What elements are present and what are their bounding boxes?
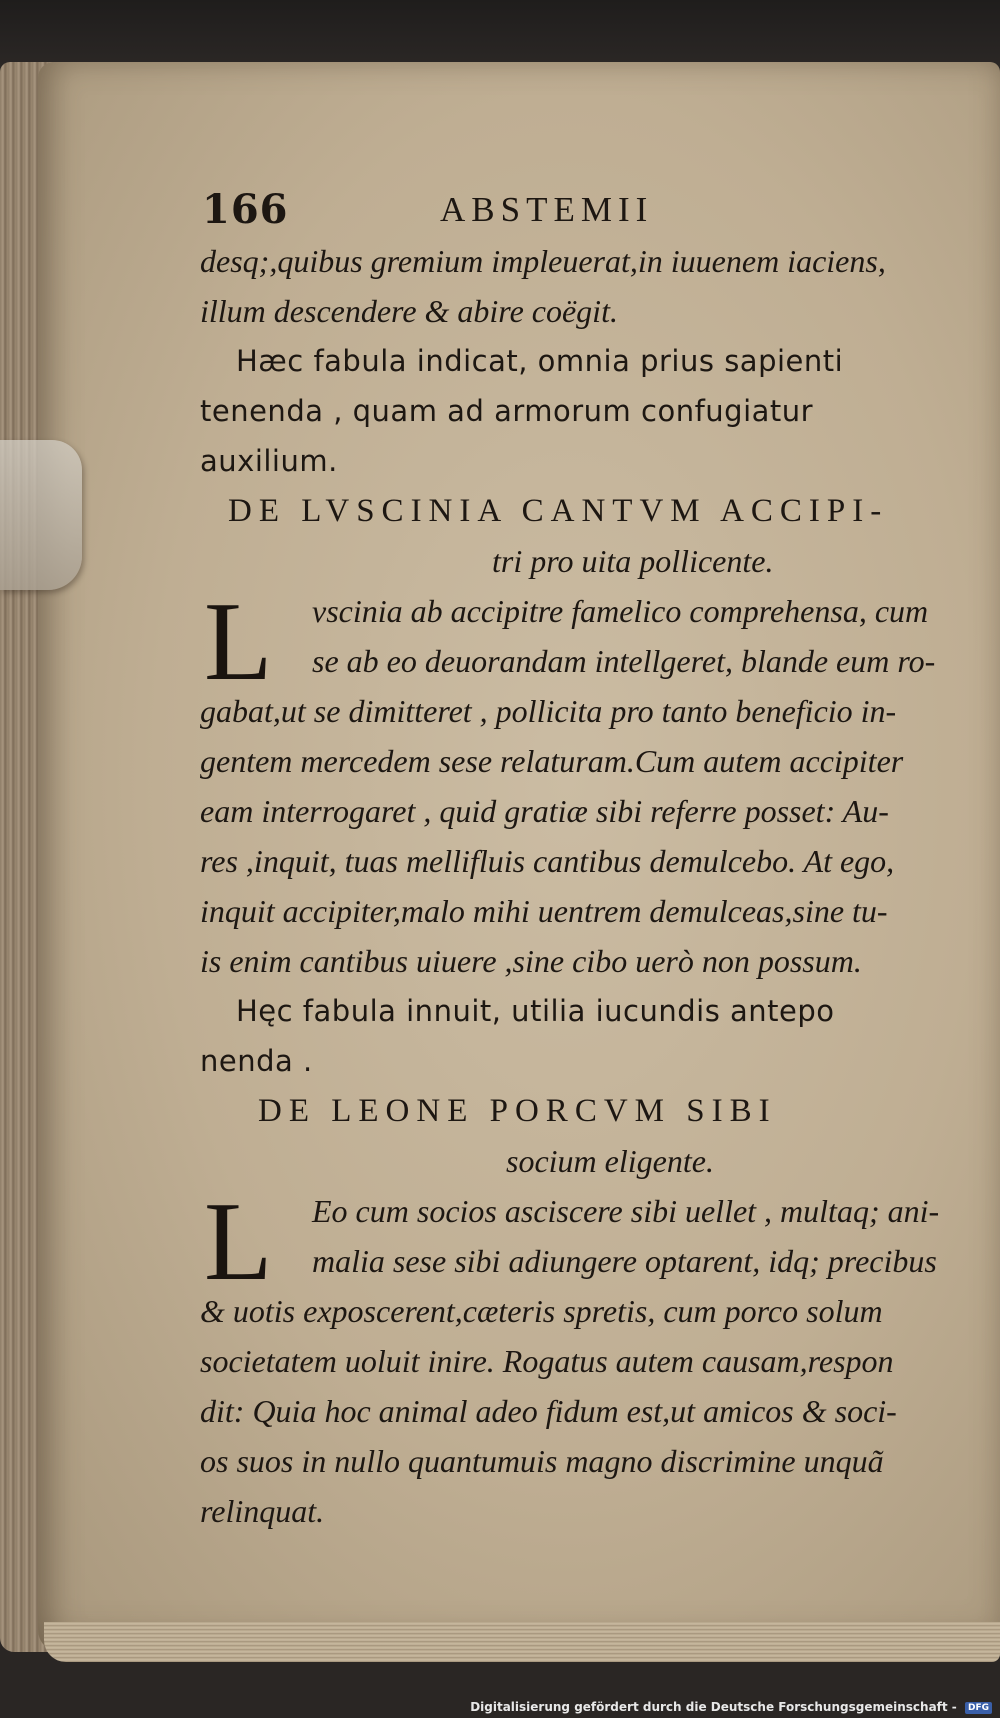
- text-line: auxilium.: [200, 444, 338, 478]
- fable-title: DE LVSCINIA CANTVM ACCIPI-: [228, 493, 889, 529]
- running-head: ABSTEMII: [440, 190, 654, 229]
- text-line: malia sese sibi adiungere optarent, idq; precibus: [312, 1243, 937, 1279]
- text-line: relinquat.: [200, 1493, 325, 1529]
- text-line: eam interrogaret , quid gratiæ sibi referre posset: Au-: [200, 793, 889, 829]
- text-line: & uotis exposcerent,cæteris spretis, cum porco solum: [200, 1293, 883, 1329]
- text-line: nenda .: [200, 1044, 313, 1078]
- text-line: illum descendere & abire coëgit.: [200, 293, 618, 329]
- dfg-logo: DFG: [965, 1702, 992, 1714]
- text-line: gabat,ut se dimitteret , pollicita pro tanto beneficio in-: [200, 693, 897, 729]
- page-header: [200, 180, 970, 236]
- text-line: dit: Quia hoc animal adeo fidum est,ut amicos & soci-: [200, 1393, 897, 1429]
- carry-over-text: [200, 236, 970, 336]
- text-line: is enim cantibus uiuere ,sine cibo uerò non possum.: [200, 943, 862, 979]
- bookmark-strip: [0, 440, 82, 590]
- fable-subtitle: socium eligente.: [506, 1143, 714, 1179]
- fable-title: DE LEONE PORCVM SIBI: [258, 1093, 777, 1129]
- drop-cap: L: [204, 1180, 273, 1304]
- page-text: [200, 180, 970, 1536]
- fable-heading-1: [200, 486, 970, 586]
- text-line: inquit accipiter,malo mihi uentrem demulceas,sine tu-: [200, 893, 888, 929]
- text-line: res ,inquit, tuas mellifluis cantibus demulcebo. At ego,: [200, 843, 895, 879]
- text-line: vscinia ab accipitre famelico comprehensa, cum: [312, 593, 929, 629]
- digitization-credit: [470, 1700, 992, 1714]
- text-line: Eo cum socios asciscere sibi uellet , multaq; ani-: [312, 1193, 940, 1229]
- moral-paragraph-2: [200, 986, 970, 1086]
- fable-paragraph-1: [200, 580, 970, 986]
- page-number: 166: [202, 186, 289, 233]
- text-line: Hæc fabula indicat, omnia prius sapienti: [236, 344, 844, 378]
- text-line: gentem mercedem sese relaturam.Cum autem accipiter: [200, 743, 904, 779]
- credit-text: Digitalisierung gefördert durch die Deutsche Forschungsgemeinschaft -: [470, 1700, 957, 1714]
- fable-subtitle: tri pro uita pollicente.: [492, 543, 774, 579]
- page-bottom-edge: [44, 1622, 1000, 1662]
- text-line: se ab eo deuorandam intellgeret, blande eum ro-: [312, 643, 936, 679]
- moral-paragraph-1: [200, 336, 970, 486]
- fable-paragraph-2: [200, 1180, 970, 1536]
- text-line: os suos in nullo quantumuis magno discrimine unquã: [200, 1443, 884, 1479]
- text-line: Hęc fabula innuit, utilia iucundis antepo: [236, 994, 835, 1028]
- text-line: societatem uoluit inire. Rogatus autem causam,respon: [200, 1343, 894, 1379]
- fable-heading-2: [200, 1086, 970, 1186]
- text-line: tenenda , quam ad armorum confugiatur: [200, 394, 814, 428]
- drop-cap: L: [204, 580, 273, 704]
- text-line: desq;,quibus gremium impleuerat,in iuuenem iaciens,: [200, 243, 886, 279]
